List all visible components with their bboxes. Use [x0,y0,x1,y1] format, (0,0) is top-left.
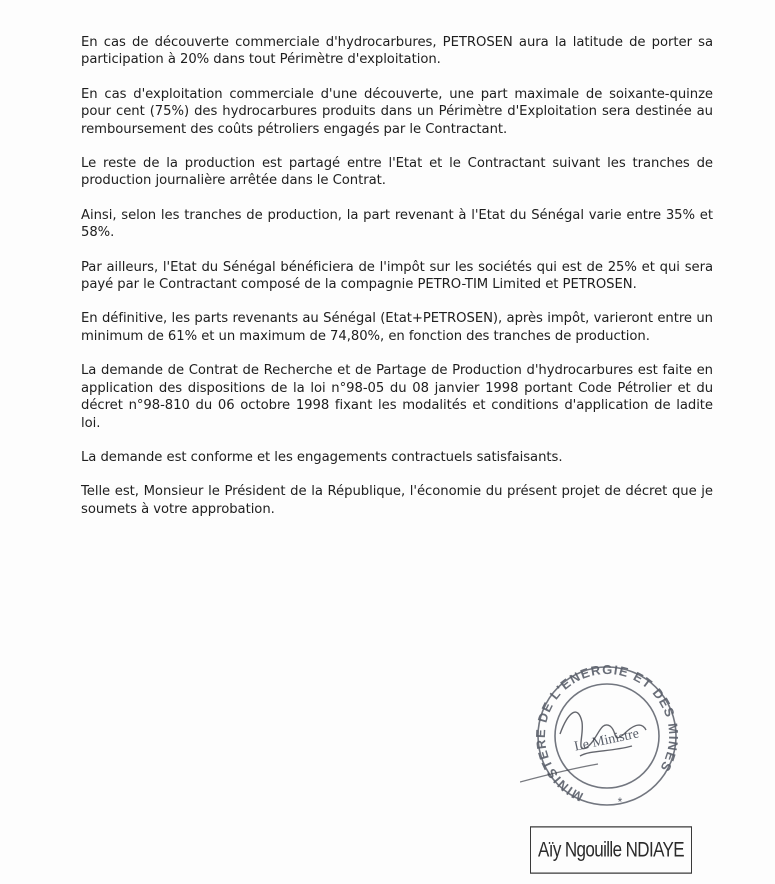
paragraph-cost-recovery: En cas d'exploitation commerciale d'une découverte, une part maximale de soixante-quinze pour cent (75%) des hydrocarbures produits dans un Périmètre d'Exploitation sera destinée au remboursement des coûts pétroliers engagés par le Contractant. [81,86,713,137]
paragraph-state-share: Ainsi, selon les tranches de production, la part revenant à l'Etat du Sénégal varie entre 35% et 58%. [81,207,713,241]
ministry-stamp [520,664,695,816]
signatory-name-stamp: Aïy Ngouille NDIAYE [530,826,692,874]
paragraph-production-sharing: Le reste de la production est partagé entre l'Etat et le Contractant suivant les tranches de production journalière arrêtée dans le Contrat. [81,156,713,189]
letter-body [81,34,713,535]
paragraph-legal-basis: La demande de Contrat de Recherche et de Partage de Production d'hydrocarbures est faite en application des dispositions de la loi n°98-05 du 08 janvier 1998 portant Code Pétrolier et du décret n°98-810 du 06 octobre 1998 fixant les modalités et conditions d'application de ladite loi. [81,363,713,431]
stamp-ring-text: MINISTERE DE L'ENERGIE ET DES MINES [532,664,682,805]
paragraph-final-shares: En définitive, les parts revenants au Sénégal (Etat+PETROSEN), après impôt, varieront entre un minimum de 61% et un maximum de 74,80%, en fonction des tranches de production. [81,311,713,344]
paragraph-closing: Telle est, Monsieur le Président de la République, l'économie du présent projet de décret que je soumets à votre approbation. [81,484,713,517]
stamp-star: * [617,795,623,809]
stamp-center-text: Le Ministre [572,726,641,755]
paragraph-participation: En cas de découverte commerciale d'hydrocarbures, PETROSEN aura la latitude de porter sa participation à 20% dans tout Périmètre d'exploitation. [81,35,713,68]
paragraph-corporate-tax: Par ailleurs, l'Etat du Sénégal bénéficiera de l'impôt sur les sociétés qui est de 25% et qui sera payé par le Contractant composé de la compagnie PETRO-TIM Limited et PETROSEN. [81,259,713,293]
paragraph-conformity: La demande est conforme et les engagements contractuels satisfaisants. [81,449,563,465]
